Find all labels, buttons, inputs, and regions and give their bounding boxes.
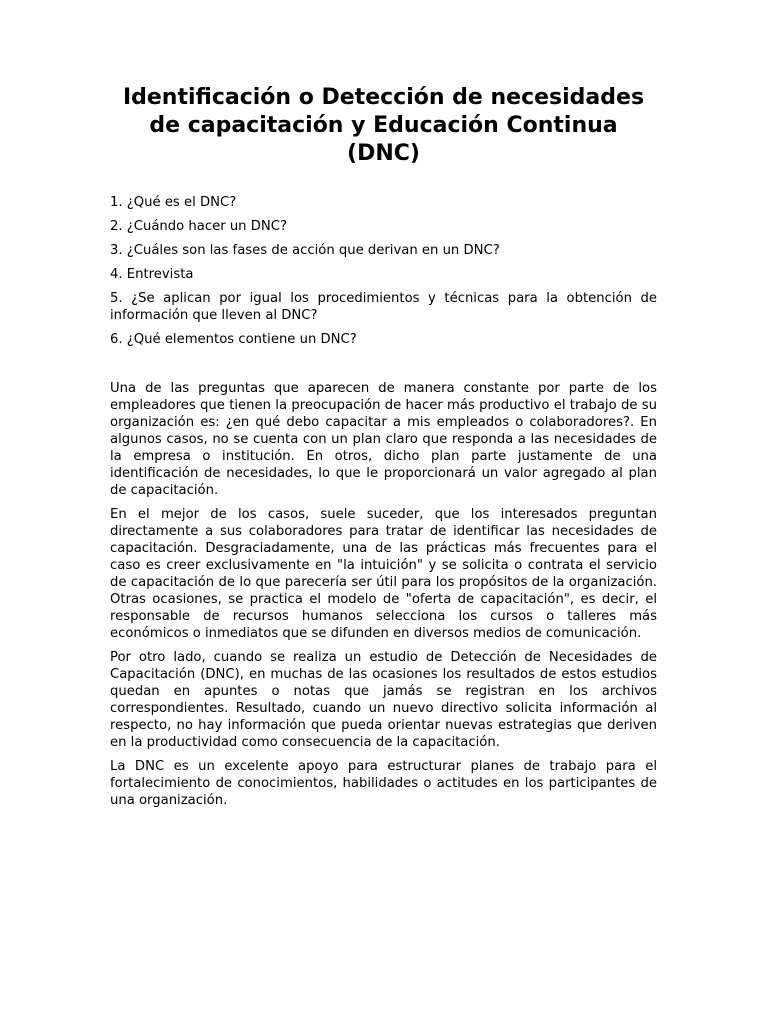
question-item: 6. ¿Qué elementos contiene un DNC? <box>110 332 357 347</box>
question-item: 2. ¿Cuándo hacer un DNC? <box>110 219 287 234</box>
question-item: 1. ¿Qué es el DNC? <box>110 195 237 210</box>
question-item: 3. ¿Cuáles son las fases de acción que derivan en un DNC? <box>110 243 500 258</box>
body-paragraph: Por otro lado, cuando se realiza un estudio de Detección de Necesidades de Capacitación (DNC), en muchas de las ocasiones los resultados de estos estudios quedan en apuntes o notas que jamás se registran en los archivos correspondientes. Resultado, cuando un nuevo directivo solicita información al respecto, no hay información que pueda orientar nuevas estrategias que deriven en la productividad como consecuencia de la capacitación. <box>110 650 657 750</box>
question-item: 4. Entrevista <box>110 267 194 282</box>
body-paragraph: Una de las preguntas que aparecen de manera constante por parte de los empleadores que tienen la preocupación de hacer más productivo el trabajo de su organización es: ¿en qué debo capacitar a mis empleados o colaboradores?. En algunos casos, no se cuenta con un plan claro que responda a las necesidades de la empresa o institución. En otros, dicho plan parte justamente de una identificación de necesidades, lo que le proporcionará un valor agregado al plan de capacitación. <box>110 381 657 498</box>
body-paragraph: En el mejor de los casos, suele suceder, que los interesados preguntan directamente a sus colaboradores para tratar de identificar las necesidades de capacitación. Desgraciadamente, una de las prácticas más frecuentes para el caso es creer exclusivamente en "la intuición" y se solicita o contrata el servicio de capacitación de lo que parecería ser útil para los propósitos de la organización. Otras ocasiones, se practica el modelo de "oferta de capacitación", es decir, el responsable de recursos humanos selecciona los cursos o talleres más económicos o inmediatos que se difunden en diversos medios de comunicación. <box>110 507 657 641</box>
question-item: 5. ¿Se aplican por igual los procedimientos y técnicas para la obtención de información que lleven al DNC? <box>110 291 657 323</box>
document-page <box>110 84 657 816</box>
document-title: Identificación o Detección de necesidades de capacitación y Educación Continua (DNC) <box>122 85 645 166</box>
question-list <box>110 194 657 348</box>
body-text <box>110 380 657 809</box>
body-paragraph: La DNC es un excelente apoyo para estructurar planes de trabajo para el fortalecimiento de conocimientos, habilidades o actitudes en los participantes de una organización. <box>110 759 657 808</box>
